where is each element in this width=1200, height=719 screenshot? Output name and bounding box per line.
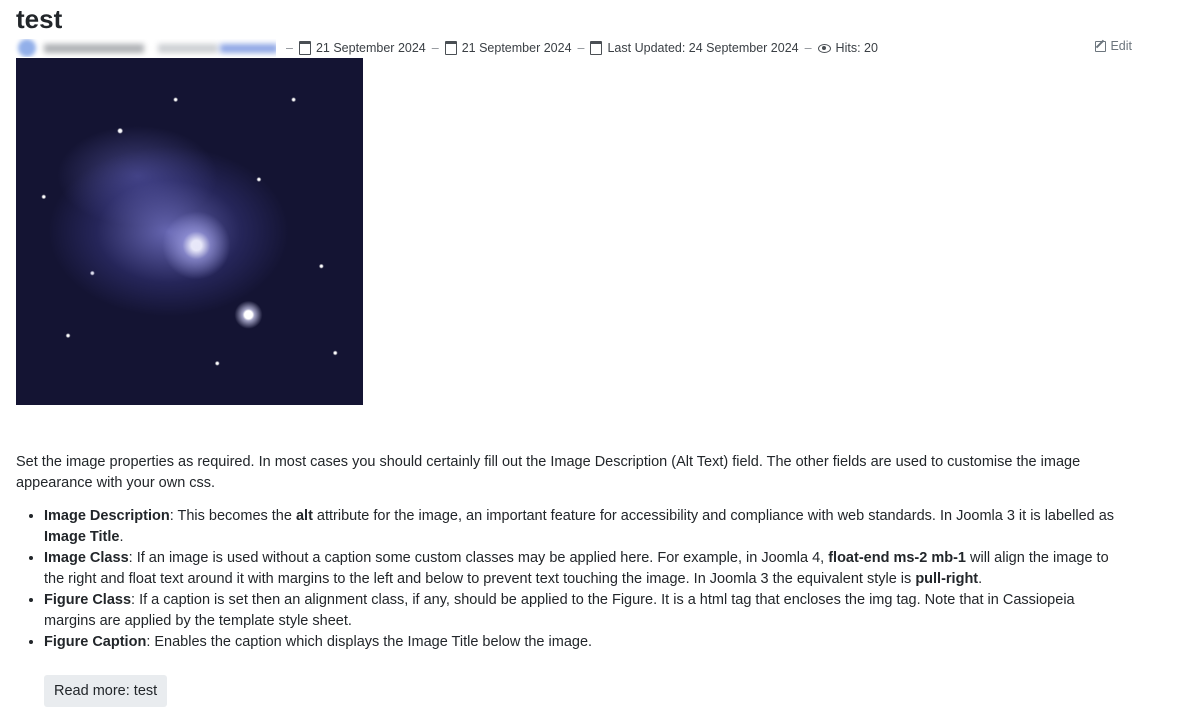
item-bold: Image Title — [44, 529, 120, 545]
item-term: Figure Caption — [44, 634, 147, 650]
hits-count: Hits: 20 — [835, 41, 878, 55]
item-text: . — [978, 571, 983, 587]
intro-paragraph: Set the image properties as required. In most cases you should certainly fill out the Image Description (Alt Text) field. The other fields are used to customise the image appearance with your own css. — [16, 454, 1081, 491]
item-text: attribute for the image, an important feature for accessibility and compliance with web standards. In Joomla 3 it is labelled as — [312, 508, 1115, 524]
meta-separator: – — [804, 41, 812, 55]
item-text: : If an image is used without a caption some custom classes may be applied here. For example, in Joomla 4, — [128, 550, 829, 566]
edit-link[interactable] — [1095, 39, 1132, 53]
calendar-icon — [445, 41, 457, 55]
item-text: . — [119, 529, 124, 545]
calendar-icon — [299, 41, 311, 55]
published-date: 21 September 2024 — [461, 41, 572, 55]
item-term: Figure Class — [44, 592, 132, 608]
article-body — [16, 452, 1126, 653]
read-more-button[interactable]: Read more: test — [44, 675, 167, 707]
avatar — [18, 39, 36, 57]
list-item — [44, 548, 1126, 590]
meta-separator: – — [431, 41, 439, 55]
list-item — [44, 632, 1126, 653]
item-text: : This becomes the — [169, 508, 296, 524]
meta-separator: – — [286, 41, 293, 55]
eye-icon — [818, 44, 831, 53]
item-term: Image Description — [44, 508, 170, 524]
meta-separator: – — [577, 41, 585, 55]
edit-icon — [1095, 41, 1106, 52]
item-term: Image Class — [44, 550, 129, 566]
property-list — [16, 506, 1126, 653]
item-text: will align the image to the right and float text around it with margins to the left and below to prevent text touching the image. In Joomla 3 the equivalent style is — [44, 550, 1109, 587]
article-meta — [8, 38, 878, 58]
item-bold: pull-right — [915, 571, 979, 587]
item-bold: alt — [295, 508, 313, 524]
edit-label: Edit — [1110, 39, 1132, 53]
article-image — [16, 58, 363, 405]
item-bold: float-end ms-2 mb-1 — [828, 550, 966, 566]
item-text: : If a caption is set then an alignment class, if any, should be applied to the Figure. It is a html tag that encloses the img tag. Note that in Cassiopeia margins are applied by the template style sheet. — [44, 592, 1075, 629]
calendar-icon — [590, 41, 602, 55]
author-info-redacted — [8, 39, 276, 57]
updated-date: Last Updated: 24 September 2024 — [607, 41, 799, 55]
created-date: 21 September 2024 — [315, 41, 426, 55]
list-item — [44, 506, 1126, 548]
article-title: test — [16, 4, 63, 34]
list-item — [44, 590, 1126, 632]
item-text: : Enables the caption which displays the Image Title below the image. — [146, 634, 593, 650]
